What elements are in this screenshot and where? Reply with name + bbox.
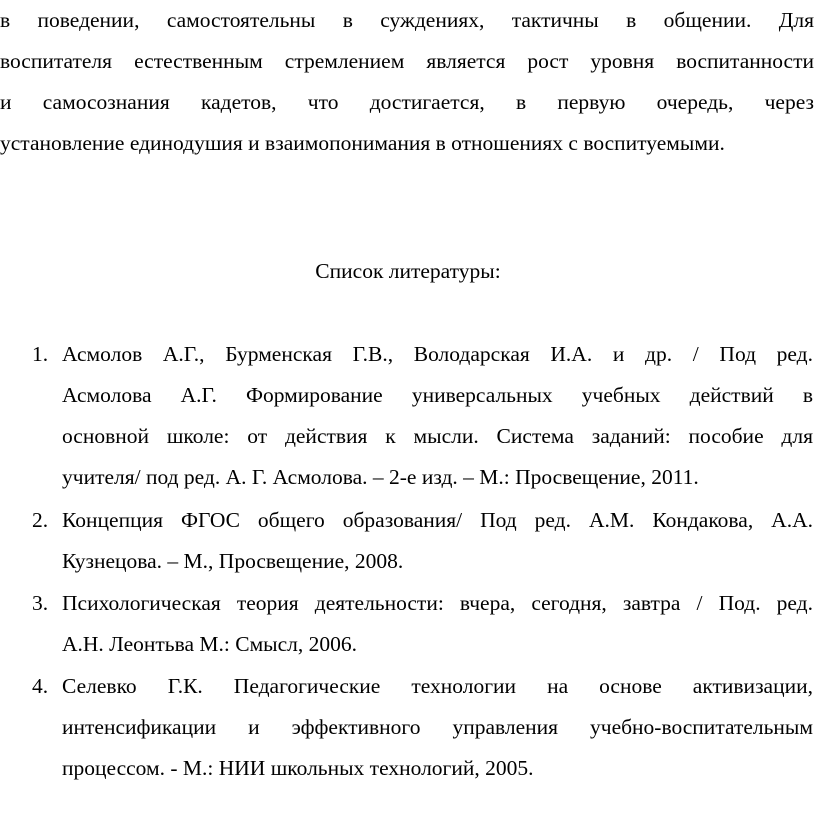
item-line: процессом. - М.: НИИ школьных технологий, 2005.: [62, 756, 534, 780]
item-number: 2.: [32, 508, 49, 532]
item-line: Асмолова А.Г. Формирование универсальных учебных действий в: [62, 383, 813, 407]
item-text: [62, 334, 813, 498]
item-line: интенсификации и эффективного управления учебно-воспитательным: [62, 715, 813, 739]
bibliography-item: [0, 666, 816, 789]
item-text: [62, 583, 813, 665]
intro-line: и самосознания кадетов, что достигается, в первую очередь, через: [0, 90, 814, 114]
item-text: [62, 500, 813, 582]
item-line: А.Н. Леонтьва М.: Смысл, 2006.: [62, 632, 358, 656]
intro-paragraph: [0, 0, 814, 164]
item-line: Асмолов А.Г., Бурменская Г.В., Володарская И.А. и др. / Под ред.: [62, 342, 813, 366]
item-line: Кузнецова. – М., Просвещение, 2008.: [62, 549, 404, 573]
item-line: основной школе: от действия к мысли. Система заданий: пособие для: [62, 424, 813, 448]
item-line: учителя/ под ред. А. Г. Асмолова. – 2-е изд. – М.: Просвещение, 2011.: [62, 465, 699, 489]
bibliography-item: [0, 334, 816, 498]
bibliography-heading: Список литературы:: [315, 259, 501, 283]
intro-line: установление единодушия и взаимопонимания в отношениях с воспитуемыми.: [0, 131, 725, 155]
intro-line: воспитателя естественным стремлением является рост уровня воспитанности: [0, 49, 814, 73]
bibliography-item: [0, 500, 816, 582]
item-number: 3.: [32, 591, 49, 615]
bibliography-item: [0, 583, 816, 665]
item-number: 4.: [32, 674, 49, 698]
item-text: [62, 666, 813, 789]
intro-line: в поведении, самостоятельны в суждениях, тактичны в общении. Для: [0, 8, 814, 32]
item-line: Селевко Г.К. Педагогические технологии на основе активизации,: [62, 674, 813, 698]
item-line: Концепция ФГОС общего образования/ Под ред. А.М. Кондакова, А.А.: [62, 508, 813, 532]
item-line: Психологическая теория деятельности: вчера, сегодня, завтра / Под. ред.: [62, 591, 813, 615]
item-number: 1.: [32, 342, 49, 366]
